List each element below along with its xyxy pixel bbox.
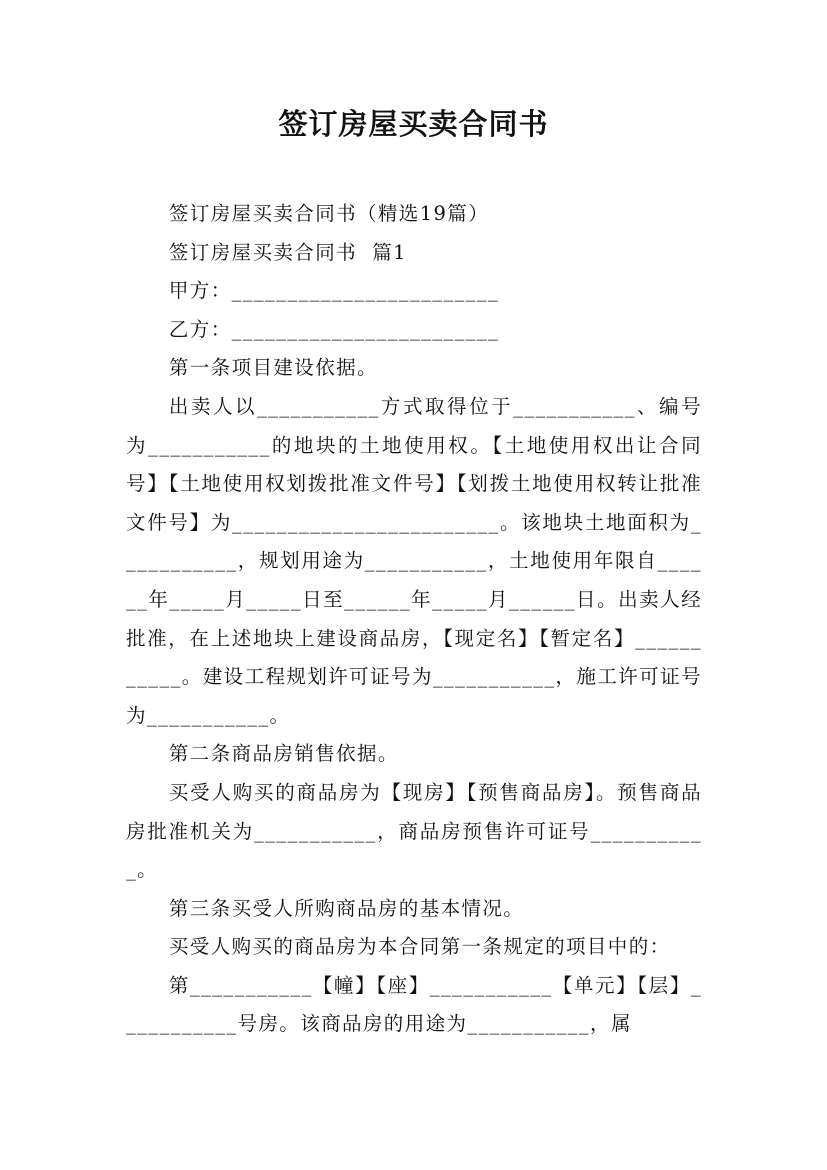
article-3-body: 买受人购买的商品房为本合同第一条规定的项目中的：: [168, 935, 671, 959]
article-2-body: 买受人购买的商品房为【现房】【预售商品房】。预售商品房批准机关为___________，商品房预售许可证号___________。: [126, 780, 702, 882]
section-heading: 签订房屋买卖合同书 篇1: [168, 240, 407, 264]
document-title: 签订房屋买卖合同书: [278, 107, 549, 141]
article-3-heading: 第三条买受人所购商品房的基本情况。: [168, 896, 525, 920]
party-a-line: 甲方：________________________: [168, 279, 500, 303]
article-1-body: 出卖人以___________方式取得位于___________、编号为___________的地块的土地使用权。【土地使用权出让合同号】【土地使用权划拨批准文件号】【划拨土地使用权转让批准文件号】为________________________。该地块土地面积为___________，规划用途为___________，土地使用年限自______年_____月_____日至______年_____月______日。出卖人经批准，在上述地块上建设商品房，【现定名】【暂定名】___________。建设工程规划许可证号为___________，施工许可证号为___________。: [126, 394, 702, 727]
document-body: [126, 195, 702, 1044]
article-1-heading: 第一条项目建设依据。: [168, 356, 378, 380]
article-3-detail: 第___________【幢】【座】___________【单元】【层】___________号房。该商品房的用途为___________，属: [126, 973, 702, 1036]
subtitle-line: 签订房屋买卖合同书（精选19篇）: [168, 202, 490, 225]
party-b-line: 乙方：________________________: [168, 317, 500, 341]
article-2-heading: 第二条商品房销售依据。: [168, 742, 399, 766]
